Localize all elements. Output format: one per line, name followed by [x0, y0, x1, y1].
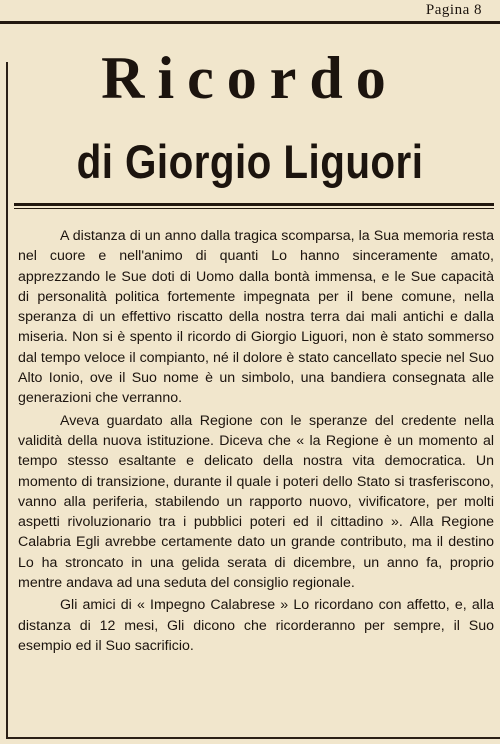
- page-number: Pagina 8: [425, 2, 482, 18]
- article-title-line1: Ricordo: [101, 45, 399, 111]
- article-paragraph: Gli amici di « Impegno Calabrese » Lo ricordano con affetto, e, alla distanza di 12 mesi, Gli dicono che ricorderanno per sempre, il Suo esempio ed il Suo sacrificio.: [18, 597, 494, 654]
- title-rule: [14, 203, 494, 206]
- title-rule-thin: [14, 208, 494, 209]
- article-title-line2: di Giorgio Liguori: [76, 135, 424, 188]
- article-paragraph: A distanza di un anno dalla tragica scomparsa, la Sua memoria resta nel cuore e nell'animo di quanti Lo hanno sinceramente amato, apprezzando le Sue doti di Uomo dalla bontà immensa, e le Sue capacità di personalità politica fortemente impegnata per il bene comune, nella speranza di un effettivo riscatto della nostra terra dai mali antichi e dalla miseria. Non si è spento il ricordo di Giorgio Liguori, non è stato sommerso dal tempo veloce il compianto, né il dolore è stato cancellato specie nel Suo Alto Ionio, ove il Suo nome è un simbolo, una bandiera consegnata alle generazioni che verranno.: [18, 228, 494, 407]
- article-paragraph: Aveva guardato alla Regione con le speranze del credente nella validità della nuova istituzione. Diceva che « la Regione è un momento al tempo stesso esaltante e delicato della nostra vita democratica. Un momento di transizione, durante il quale i poteri dello Stato si trasferiscono, vanno alla periferia, stabilendo un rapporto nuovo, vivificatore, per molti aspetti rivoluzionario tra i pubblici poteri ed il cittadino ». Alla Regione Calabria Egli avrebbe certamente dato un grande contributo, ma il destino Lo ha stroncato in una gelida serata di dicembre, un anno fa, proprio mentre andava ad una seduta del consiglio regionale.: [18, 412, 494, 592]
- article-body: [18, 226, 494, 658]
- left-column-rule: [6, 62, 8, 738]
- bottom-rule: [6, 737, 500, 739]
- header-rule: [0, 21, 500, 24]
